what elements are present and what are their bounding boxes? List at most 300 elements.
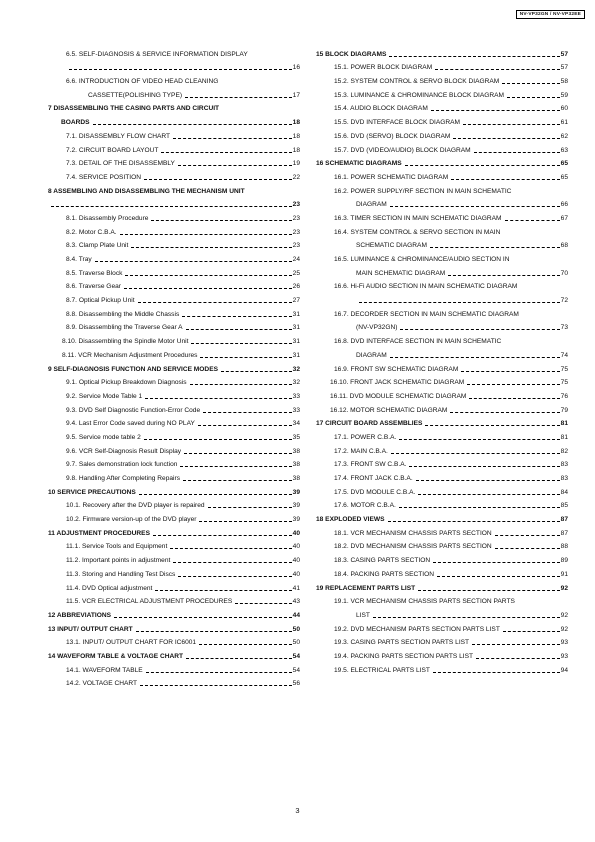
toc-entry-title: 8.4. Tray <box>66 256 92 263</box>
toc-page-number: 18 <box>292 119 300 127</box>
toc-entry <box>316 250 568 264</box>
toc-page-number: 31 <box>292 338 300 346</box>
toc-entry <box>48 127 300 141</box>
toc-entry-title: 7.3. DETAIL OF THE DISASSEMBLY <box>66 160 175 168</box>
toc-leader <box>144 439 292 440</box>
toc-leader <box>125 275 291 276</box>
toc-entry <box>316 606 568 620</box>
toc-page-number: 41 <box>292 584 300 592</box>
toc-page-number: 83 <box>560 461 568 469</box>
toc-entry-title: 16.11. DVD MODULE SCHEMATIC DIAGRAM <box>330 392 467 400</box>
toc-page-number: 54 <box>292 652 300 660</box>
toc-page-number: 93 <box>560 652 568 660</box>
toc-entry-title: 9.1. Optical Pickup Breakdown Diagnosis <box>66 379 187 387</box>
toc-page-number: 60 <box>560 105 568 113</box>
toc-entry <box>316 346 568 360</box>
toc-entry <box>48 387 300 401</box>
toc-entry <box>48 620 300 634</box>
toc-entry-title: 7.4. SERVICE POSITION <box>66 173 141 181</box>
toc-entry-title: 18.3. CASING PARTS SECTION <box>334 557 431 565</box>
toc-page-number: 23 <box>292 214 300 222</box>
toc-page-number: 22 <box>292 173 300 181</box>
toc-entry-title: 15.3. LUMINANCE & CHROMINANCE BLOCK DIAGRAM <box>334 91 505 99</box>
toc-leader <box>93 124 292 125</box>
toc-entry <box>48 428 300 442</box>
toc-page-number: 81 <box>560 433 568 441</box>
toc-entry-title: 16.3. TIMER SECTION IN MAIN SCHEMATIC DIAGRAM <box>334 214 502 222</box>
toc-page-number: 57 <box>560 64 568 72</box>
toc-entry <box>316 483 568 497</box>
toc-leader <box>373 617 560 618</box>
toc-entry <box>316 168 568 182</box>
toc-entry <box>48 606 300 620</box>
toc-leader <box>495 535 560 536</box>
toc-entry <box>48 264 300 278</box>
toc-page-number: 16 <box>292 64 300 72</box>
toc-page-number: 31 <box>292 351 300 359</box>
toc-entry <box>316 565 568 579</box>
toc-entry <box>316 100 568 114</box>
toc-entry <box>48 332 300 346</box>
toc-entry-title: BOARDS <box>61 119 90 127</box>
toc-leader <box>180 466 291 467</box>
toc-page-number: 54 <box>292 666 300 674</box>
toc-page-number: 18 <box>292 146 300 154</box>
toc-entry <box>48 647 300 661</box>
toc-page-number: 31 <box>292 324 300 332</box>
toc-entry-title: 18 EXPLODED VIEWS <box>316 516 385 524</box>
toc-entry-title: DIAGRAM <box>356 351 387 359</box>
toc-column-right <box>316 45 568 675</box>
toc-leader <box>476 658 560 659</box>
toc-entry-title: 15.1. POWER BLOCK DIAGRAM <box>334 64 433 72</box>
toc-entry <box>48 442 300 456</box>
toc-entry <box>316 510 568 524</box>
toc-leader <box>433 672 560 673</box>
toc-leader <box>391 453 560 454</box>
toc-entry-title: 18.1. VCR MECHANISM CHASSIS PARTS SECTION <box>334 529 492 537</box>
toc-page-number: 39 <box>292 488 300 496</box>
toc-entry-title: 8.2. Motor C.B.A. <box>66 228 117 236</box>
toc-page-number: 85 <box>560 502 568 510</box>
toc-leader <box>124 288 292 289</box>
toc-entry-title: 19.2. DVD MECHANISM PARTS SECTION PARTS LIST <box>334 625 500 633</box>
toc-leader <box>235 603 291 604</box>
toc-entry-title: 10 SERVICE PRECAUTIONS <box>48 488 136 496</box>
toc-entry <box>316 291 568 305</box>
toc-leader <box>431 110 560 111</box>
toc-entry <box>316 264 568 278</box>
toc-leader <box>463 124 560 125</box>
toc-entry <box>316 661 568 675</box>
toc-leader <box>140 685 292 686</box>
toc-page-number: 62 <box>560 132 568 140</box>
toc-entry <box>316 579 568 593</box>
toc-leader <box>161 152 291 153</box>
toc-entry-title: 15.7. DVD (VIDEO/AUDIO) BLOCK DIAGRAM <box>334 146 471 154</box>
toc-leader <box>114 617 292 618</box>
toc-page-number: 84 <box>560 488 568 496</box>
toc-leader <box>221 371 292 372</box>
toc-entry-title: 8.9. Disassembling the Traverse Gear A <box>66 324 183 332</box>
toc-entry <box>48 196 300 210</box>
toc-entry <box>48 168 300 182</box>
toc-entry-title: 11.2. Important points in adjustment <box>66 557 171 565</box>
toc-entry <box>48 305 300 319</box>
toc-leader <box>425 425 559 426</box>
toc-entry-title: 17 CIRCUIT BOARD ASSEMBLIES <box>316 420 423 428</box>
toc-leader <box>448 275 559 276</box>
toc-page-number: 56 <box>292 680 300 688</box>
toc-leader <box>145 398 292 399</box>
toc-leader <box>405 165 560 166</box>
toc-entry-title: 7.2. CIRCUIT BOARD LAYOUT <box>66 146 159 154</box>
toc-page-number: 26 <box>292 283 300 291</box>
toc-leader <box>433 562 560 563</box>
toc-page-number: 34 <box>292 420 300 428</box>
toc-entry-title: 11.3. Storing and Handling Test Discs <box>66 570 176 578</box>
toc-page-number: 87 <box>560 529 568 537</box>
toc-entry <box>48 524 300 538</box>
toc-entry-title: 17.1. POWER C.B.A. <box>334 433 397 441</box>
toc-entry-title: 11.5. VCR ELECTRICAL ADJUSTMENT PROCEDURES <box>66 598 233 606</box>
toc-entry-title: 19.4. PACKING PARTS SECTION PARTS LIST <box>334 652 473 660</box>
toc-page-number: 76 <box>560 392 568 400</box>
toc-page-number: 94 <box>560 666 568 674</box>
toc-page-number: 67 <box>560 214 568 222</box>
toc-entry <box>48 497 300 511</box>
toc-leader <box>170 548 291 549</box>
toc-page-number: 38 <box>292 475 300 482</box>
toc-entry-title: 8.1. Disassembly Procedure <box>66 214 149 222</box>
toc-entry <box>48 86 300 100</box>
toc-page-number: 82 <box>560 447 568 455</box>
toc-leader <box>95 261 292 262</box>
toc-page-number: 75 <box>560 379 568 387</box>
toc-entry <box>316 551 568 565</box>
toc-entry-title: 16.4. SYSTEM CONTROL & SERVO SECTION IN MAIN <box>334 228 501 236</box>
toc-entry-title: 11.1. Service Tools and Equipment <box>66 543 168 551</box>
toc-leader <box>186 658 292 659</box>
toc-entry-title: 9.7. Sales demonstration lock function <box>66 461 178 469</box>
toc-entry-title: MAIN SCHEMATIC DIAGRAM <box>356 269 446 277</box>
toc-entry <box>316 59 568 73</box>
toc-entry <box>48 661 300 675</box>
toc-leader <box>198 425 292 426</box>
toc-entry <box>316 647 568 661</box>
toc-leader <box>178 165 292 166</box>
toc-entry <box>48 209 300 223</box>
toc-entry-title: 14.1. WAVEFORM TABLE <box>66 666 143 674</box>
toc-entry-title: 10.2. Firmware version-up of the DVD player <box>66 516 197 524</box>
toc-entry-title: 15.5. DVD INTERFACE BLOCK DIAGRAM <box>334 119 461 127</box>
toc-page-number: 24 <box>292 256 300 263</box>
toc-page-number: 61 <box>560 119 568 127</box>
toc-leader <box>430 247 560 248</box>
toc-entry <box>316 428 568 442</box>
toc-entry-title: 15.2. SYSTEM CONTROL & SERVO BLOCK DIAGRAM <box>334 78 500 86</box>
toc-leader <box>208 507 292 508</box>
toc-entry-title: 16.10. FRONT JACK SCHEMATIC DIAGRAM <box>330 379 465 387</box>
toc-leader <box>131 247 291 248</box>
toc-leader <box>51 206 292 207</box>
toc-entry <box>316 415 568 429</box>
toc-entry <box>48 59 300 73</box>
toc-leader <box>390 357 560 358</box>
toc-entry <box>316 237 568 251</box>
toc-entry-title: 16.2. POWER SUPPLY/RF SECTION IN MAIN SCHEMATIC <box>334 187 512 195</box>
toc-leader <box>472 644 560 645</box>
toc-leader <box>400 329 559 330</box>
toc-entry-title: (NV-VP32GN) <box>356 324 398 332</box>
toc-page-number: 73 <box>560 324 568 332</box>
toc-entry <box>48 250 300 264</box>
toc-entry-title: 16.9. FRONT SW SCHEMATIC DIAGRAM <box>334 365 459 373</box>
toc-page-number: 83 <box>560 475 568 482</box>
toc-leader <box>435 69 559 70</box>
toc-entry <box>316 387 568 401</box>
toc-entry <box>316 127 568 141</box>
toc-leader <box>184 453 292 454</box>
toc-entry <box>48 374 300 388</box>
toc-entry-title: 6.6. INTRODUCTION OF VIDEO HEAD CLEANING <box>66 78 219 86</box>
toc-page-number: 87 <box>560 516 568 524</box>
toc-leader <box>153 535 292 536</box>
toc-entry-title: LIST <box>356 611 370 619</box>
toc-entry <box>316 538 568 552</box>
toc-leader <box>199 521 291 522</box>
toc-leader <box>461 371 559 372</box>
toc-entry-title: 12 ABBREVIATIONS <box>48 611 112 619</box>
toc-page-number: 65 <box>560 160 568 168</box>
toc-entry <box>48 45 300 59</box>
toc-leader <box>144 179 292 180</box>
toc-page-number: 92 <box>560 584 568 592</box>
toc-page-number: 81 <box>560 420 568 428</box>
toc-entry-title: 9.2. Service Mode Table 1 <box>66 392 143 400</box>
toc-page-number: 40 <box>292 570 300 578</box>
toc-entry-title: 7 DISASSEMBLING THE CASING PARTS AND CIRCUIT <box>48 105 220 113</box>
toc-entry-title: 16.6. Hi-Fi AUDIO SECTION IN MAIN SCHEMATIC DIAGRAM <box>334 283 518 291</box>
toc-leader <box>409 466 559 467</box>
toc-entry <box>48 182 300 196</box>
toc-page-number: 88 <box>560 543 568 551</box>
toc-entry <box>48 579 300 593</box>
toc-leader <box>505 220 560 221</box>
toc-leader <box>191 343 291 344</box>
toc-entry <box>316 401 568 415</box>
toc-page-number: 50 <box>292 639 300 647</box>
toc-entry <box>316 45 568 59</box>
toc-page-number: 93 <box>560 639 568 647</box>
toc-entry <box>48 360 300 374</box>
toc-page-number: 33 <box>292 406 300 414</box>
toc-entry-title: 13.1. INPUT/ OUTPUT CHART FOR IC6001 <box>66 639 197 647</box>
toc-entry <box>316 332 568 346</box>
toc-entry <box>48 401 300 415</box>
toc-leader <box>182 316 291 317</box>
toc-leader <box>469 398 559 399</box>
toc-page-number: 65 <box>560 173 568 181</box>
toc-leader <box>399 439 559 440</box>
toc-page-number: 70 <box>560 269 568 277</box>
toc-entry-title: 16.5. LUMINANCE & CHROMINANCE/AUDIO SECTION IN <box>334 256 510 263</box>
toc-leader <box>474 152 560 153</box>
toc-page-number: 39 <box>292 516 300 524</box>
toc-entry-title: 8.5. Traverse Block <box>66 269 123 277</box>
toc-entry-title: 15.4. AUDIO BLOCK DIAGRAM <box>334 105 428 113</box>
toc-entry-title: 17.4. FRONT JACK C.B.A. <box>334 475 413 482</box>
toc-entry <box>316 524 568 538</box>
toc-entry-title: 8.6. Traverse Gear <box>66 283 121 291</box>
toc-page-number: 63 <box>560 146 568 154</box>
toc-leader <box>199 644 292 645</box>
toc-entry-title: 9 SELF-DIAGNOSIS FUNCTION AND SERVICE MODES <box>48 365 218 373</box>
toc-entry <box>48 100 300 114</box>
toc-entry <box>48 237 300 251</box>
toc-leader <box>390 206 560 207</box>
toc-entry <box>48 510 300 524</box>
toc-leader <box>139 494 292 495</box>
toc-entry <box>316 86 568 100</box>
toc-page-number: 31 <box>292 310 300 318</box>
toc-entry-title: 16.12. MOTOR SCHEMATIC DIAGRAM <box>330 406 448 414</box>
toc-leader <box>389 56 559 57</box>
toc-entry <box>48 319 300 333</box>
toc-entry <box>316 305 568 319</box>
page-number: 3 <box>295 806 300 815</box>
toc-page-number: 33 <box>292 392 300 400</box>
toc-page-number: 23 <box>292 242 300 250</box>
toc-page-number: 23 <box>292 201 300 209</box>
toc-leader <box>416 480 560 481</box>
toc-entry-title: 15.6. DVD (SERVO) BLOCK DIAGRAM <box>334 132 451 140</box>
toc-page-number: 92 <box>560 625 568 633</box>
toc-entry <box>316 182 568 196</box>
toc-leader <box>388 521 560 522</box>
toc-leader <box>173 562 291 563</box>
toc-entry-title: 19 REPLACEMENT PARTS LIST <box>316 584 416 592</box>
toc-page-number: 40 <box>292 543 300 551</box>
toc-page-number: 40 <box>292 529 300 537</box>
toc-page-number: 23 <box>292 228 300 236</box>
toc-entry <box>316 72 568 86</box>
toc-entry-title: 7.1. DISASSEMBLY FLOW CHART <box>66 132 171 140</box>
toc-entry-title: 8.7. Optical Pickup Unit <box>66 297 135 305</box>
toc-entry-title: 19.3. CASING PARTS SECTION PARTS LIST <box>334 639 470 647</box>
toc-page-number: 72 <box>560 297 568 305</box>
toc-page-number: 66 <box>560 201 568 209</box>
toc-leader <box>203 412 292 413</box>
toc-entry-title: 11 ADJUSTMENT PROCEDURES <box>48 529 150 537</box>
toc-entry <box>316 141 568 155</box>
toc-leader <box>503 631 560 632</box>
toc-entry <box>48 72 300 86</box>
toc-entry-title: 16.7. DECORDER SECTION IN MAIN SCHEMATIC DIAGRAM <box>334 310 519 318</box>
toc-entry <box>316 469 568 483</box>
toc-entry <box>48 456 300 470</box>
toc-page-number: 57 <box>560 50 568 58</box>
toc-leader <box>186 329 292 330</box>
toc-page-number: 38 <box>292 447 300 455</box>
toc-entry-title: 17.3. FRONT SW C.B.A. <box>334 461 407 469</box>
toc-entry-title: 9.4. Last Error Code saved during NO PLAY <box>66 420 195 428</box>
toc-entry <box>316 634 568 648</box>
toc-leader <box>136 631 292 632</box>
toc-entry-title: 16 SCHEMATIC DIAGRAMS <box>316 160 402 168</box>
toc-entry <box>316 113 568 127</box>
toc-entry-title: 14 WAVEFORM TABLE & VOLTAGE CHART <box>48 652 184 660</box>
toc-entry-title: 9.8. Handling After Completing Repairs <box>66 475 180 482</box>
toc-leader <box>399 507 560 508</box>
toc-entry-title: 18.4. PACKING PARTS SECTION <box>334 570 435 578</box>
toc-entry-title: 15 BLOCK DIAGRAMS <box>316 50 387 58</box>
toc-page-number: 75 <box>560 365 568 373</box>
toc-entry-title: 8.10. Disassembling the Spindle Motor Unit <box>62 338 189 346</box>
toc-entry-title: SCHEMATIC DIAGRAM <box>356 242 427 250</box>
toc-entry <box>48 278 300 292</box>
toc-entry <box>48 155 300 169</box>
toc-page-number: 58 <box>560 78 568 86</box>
toc-entry-title: 16.8. DVD INTERFACE SECTION IN MAIN SCHEMATIC <box>334 338 502 346</box>
toc-page-number: 59 <box>560 91 568 99</box>
toc-entry <box>316 196 568 210</box>
toc-column-left <box>48 45 300 688</box>
toc-entry <box>48 113 300 127</box>
toc-page-number: 32 <box>292 379 300 387</box>
toc-page-number: 32 <box>292 365 300 373</box>
toc-entry <box>48 551 300 565</box>
toc-page-number: 25 <box>292 269 300 277</box>
toc-entry <box>316 155 568 169</box>
toc-page-number: 43 <box>292 598 300 606</box>
toc-leader <box>190 384 292 385</box>
toc-leader <box>467 384 559 385</box>
toc-leader <box>183 480 292 481</box>
toc-entry-title: 13 INPUT/ OUTPUT CHART <box>48 625 133 633</box>
toc-entry-title: 17.6. MOTOR C.B.A. <box>334 502 396 510</box>
toc-entry <box>316 593 568 607</box>
toc-entry <box>48 675 300 689</box>
toc-page-number: 17 <box>292 91 300 99</box>
toc-entry-title: 6.5. SELF-DIAGNOSIS & SERVICE INFORMATION DISPLAY <box>66 50 248 58</box>
toc-leader <box>151 220 291 221</box>
toc-page-number: 44 <box>292 611 300 619</box>
toc-leader <box>69 69 292 70</box>
toc-entry <box>316 360 568 374</box>
toc-entry-title: 8.3. Clamp Plate Unit <box>66 242 129 250</box>
toc-entry-title: DIAGRAM <box>356 201 387 209</box>
toc-entry <box>316 209 568 223</box>
toc-entry <box>48 291 300 305</box>
toc-entry-title: 16.1. POWER SCHEMATIC DIAGRAM <box>334 173 449 181</box>
toc-entry <box>48 141 300 155</box>
toc-entry-title: 8 ASSEMBLING AND DISASSEMBLING THE MECHANISM UNIT <box>48 187 245 195</box>
toc-page-number: 74 <box>560 351 568 359</box>
toc-entry <box>48 565 300 579</box>
toc-leader <box>437 576 560 577</box>
toc-page-number: 35 <box>292 433 300 441</box>
toc-entry-title: 8.11. VCR Mechanism Adjustment Procedures <box>62 351 198 359</box>
toc-leader <box>185 97 292 98</box>
toc-entry <box>316 278 568 292</box>
toc-page-number: 92 <box>560 611 568 619</box>
toc-entry <box>316 456 568 470</box>
toc-entry <box>316 620 568 634</box>
toc-entry-title: 19.5. ELECTRICAL PARTS LIST <box>334 666 430 674</box>
toc-leader <box>418 590 559 591</box>
toc-entry <box>48 538 300 552</box>
